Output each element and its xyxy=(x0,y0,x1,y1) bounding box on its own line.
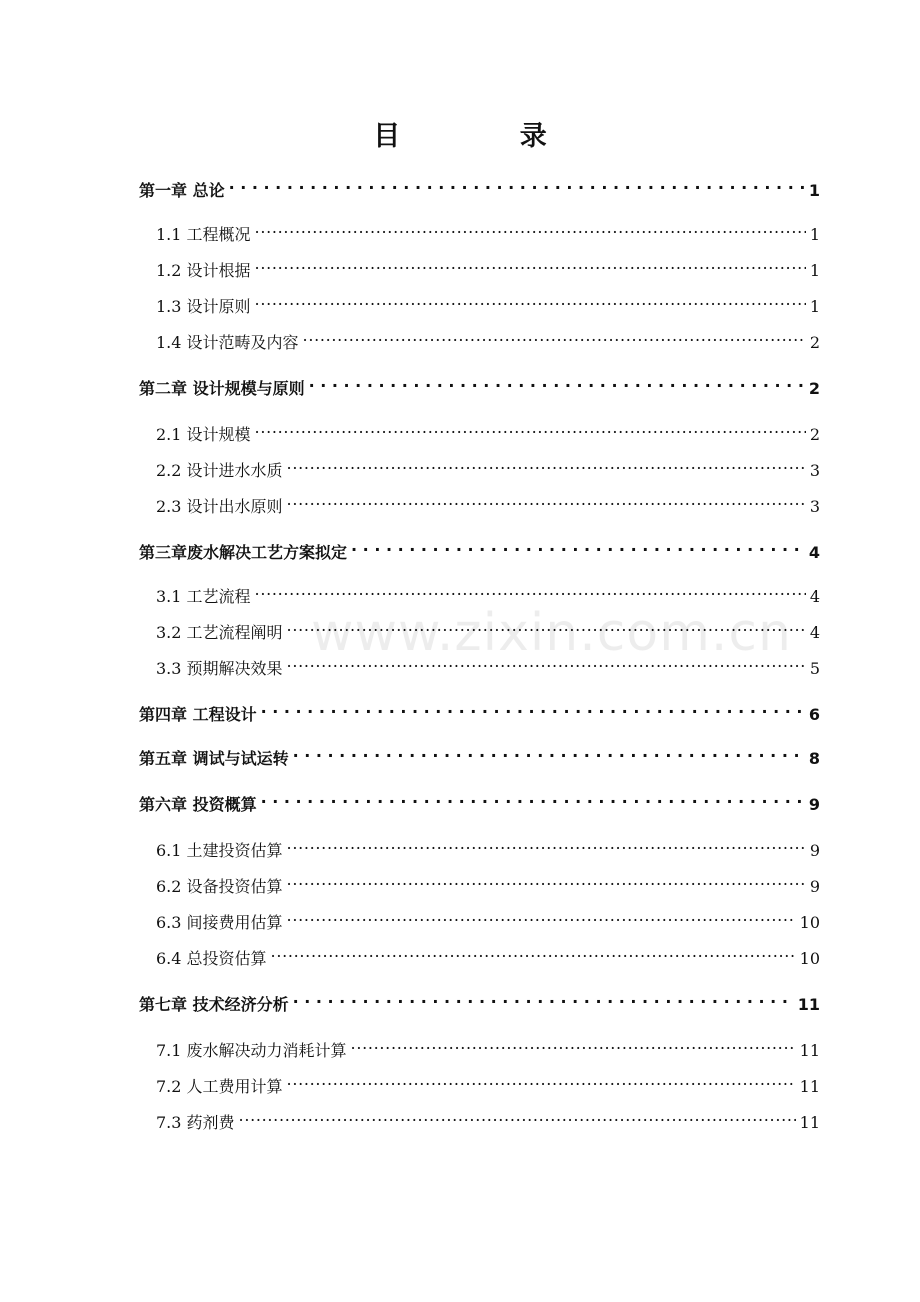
toc-leader-dots xyxy=(287,868,806,892)
toc-section-entry[interactable] xyxy=(156,288,820,316)
toc-section-entry[interactable] xyxy=(156,1032,820,1060)
toc-entry-page-number: 11 xyxy=(799,1113,820,1132)
toc-entry-page-number: 10 xyxy=(799,913,820,932)
toc-entry-label: 第六章 投资概算 xyxy=(139,795,257,814)
toc-section-entry[interactable] xyxy=(156,416,820,444)
toc-entry-page-number: 6 xyxy=(808,705,820,724)
toc-entry-label: 7.1 废水解决动力消耗计算 xyxy=(156,1041,347,1060)
toc-chapter-entry[interactable] xyxy=(139,370,820,398)
toc-section-entry[interactable] xyxy=(156,578,820,606)
toc-entry-page-number: 5 xyxy=(809,659,820,678)
toc-entry-label: 2.3 设计出水原则 xyxy=(156,497,283,516)
toc-leader-dots xyxy=(239,1104,796,1128)
toc-section-entry[interactable] xyxy=(156,1104,820,1132)
toc-entry-label: 6.2 设备投资估算 xyxy=(156,877,283,896)
toc-entry-page-number: 11 xyxy=(799,1077,820,1096)
toc-entry-page-number: 10 xyxy=(799,949,820,968)
toc-entry-page-number: 11 xyxy=(799,1041,820,1060)
toc-leader-dots xyxy=(271,940,796,964)
toc-chapter-entry[interactable] xyxy=(139,172,820,200)
toc-leader-dots xyxy=(261,786,805,810)
toc-chapter-entry[interactable] xyxy=(139,534,820,562)
toc-entry-page-number: 9 xyxy=(809,877,820,896)
toc-leader-dots xyxy=(255,252,806,276)
toc-entry-page-number: 1 xyxy=(809,225,820,244)
toc-entry-label: 6.4 总投资估算 xyxy=(156,949,267,968)
toc-leader-dots xyxy=(351,534,805,558)
toc-entry-label: 第七章 技术经济分析 xyxy=(139,995,289,1014)
toc-entry-label: 第二章 设计规模与原则 xyxy=(139,379,305,398)
toc-section-entry[interactable] xyxy=(156,904,820,932)
toc-entry-label: 7.3 药剂费 xyxy=(156,1113,235,1132)
toc-leader-dots xyxy=(229,172,805,196)
toc-entry-page-number: 1 xyxy=(809,261,820,280)
toc-leader-dots xyxy=(261,696,805,720)
toc-section-entry[interactable] xyxy=(156,488,820,516)
toc-entry-label: 7.2 人工费用计算 xyxy=(156,1077,283,1096)
toc-leader-dots xyxy=(255,416,806,440)
toc-leader-dots xyxy=(309,370,805,394)
toc-leader-dots xyxy=(351,1032,796,1056)
toc-section-entry[interactable] xyxy=(156,832,820,860)
toc-entry-label: 第一章 总论 xyxy=(139,181,225,200)
toc-entry-label: 1.1 工程概况 xyxy=(156,225,251,244)
toc-entry-label: 3.2 工艺流程阐明 xyxy=(156,623,283,642)
toc-entry-label: 1.3 设计原则 xyxy=(156,297,251,316)
toc-leader-dots xyxy=(287,1068,796,1092)
watermark: www.zixin.com.cn xyxy=(311,603,792,663)
toc-entry-label: 2.1 设计规模 xyxy=(156,425,251,444)
toc-section-entry[interactable] xyxy=(156,252,820,280)
toc-entry-page-number: 1 xyxy=(809,297,820,316)
toc-leader-dots xyxy=(293,986,794,1010)
toc-section-entry[interactable] xyxy=(156,1068,820,1096)
toc-entry-page-number: 2 xyxy=(809,425,820,444)
toc-entry-label: 1.4 设计范畴及内容 xyxy=(156,333,299,352)
toc-section-entry[interactable] xyxy=(156,324,820,352)
toc-chapter-entry[interactable] xyxy=(139,786,820,814)
toc-leader-dots xyxy=(255,578,806,602)
toc-leader-dots xyxy=(255,216,806,240)
toc-entry-label: 3.1 工艺流程 xyxy=(156,587,251,606)
toc-entry-page-number: 1 xyxy=(808,181,820,200)
toc-entry-label: 第三章废水解决工艺方案拟定 xyxy=(139,543,348,562)
toc-entry-label: 6.3 间接费用估算 xyxy=(156,913,283,932)
toc-section-entry[interactable] xyxy=(156,940,820,968)
page-title: 目 录 xyxy=(373,121,602,152)
toc-section-entry[interactable] xyxy=(156,868,820,896)
toc-entry-label: 1.2 设计根据 xyxy=(156,261,251,280)
toc-entry-page-number: 3 xyxy=(809,497,820,516)
toc-entry-page-number: 2 xyxy=(808,379,820,398)
toc-entry-label: 第五章 调试与试运转 xyxy=(139,749,289,768)
toc-entry-page-number: 11 xyxy=(797,995,820,1014)
toc-leader-dots xyxy=(287,904,796,928)
toc-section-entry[interactable] xyxy=(156,216,820,244)
toc-entry-page-number: 4 xyxy=(809,587,820,606)
toc-entry-label: 第四章 工程设计 xyxy=(139,705,257,724)
toc-entry-label: 3.3 预期解决效果 xyxy=(156,659,283,678)
toc-entry-page-number: 9 xyxy=(808,795,820,814)
toc-leader-dots xyxy=(255,288,806,312)
toc-chapter-entry[interactable] xyxy=(139,740,820,768)
toc-section-entry[interactable] xyxy=(156,452,820,480)
toc-leader-dots xyxy=(287,488,806,512)
toc-entry-page-number: 8 xyxy=(808,749,820,768)
toc-entry-label: 6.1 土建投资估算 xyxy=(156,841,283,860)
toc-leader-dots xyxy=(287,832,806,856)
toc-entry-page-number: 2 xyxy=(809,333,820,352)
toc-entry-page-number: 4 xyxy=(808,543,820,562)
toc-chapter-entry[interactable] xyxy=(139,986,820,1014)
toc-leader-dots xyxy=(287,452,806,476)
toc-entry-page-number: 9 xyxy=(809,841,820,860)
toc-chapter-entry[interactable] xyxy=(139,696,820,724)
toc-leader-dots xyxy=(303,324,806,348)
toc-entry-page-number: 3 xyxy=(809,461,820,480)
toc-entry-page-number: 4 xyxy=(809,623,820,642)
toc-entry-label: 2.2 设计进水水质 xyxy=(156,461,283,480)
toc-leader-dots xyxy=(293,740,805,764)
